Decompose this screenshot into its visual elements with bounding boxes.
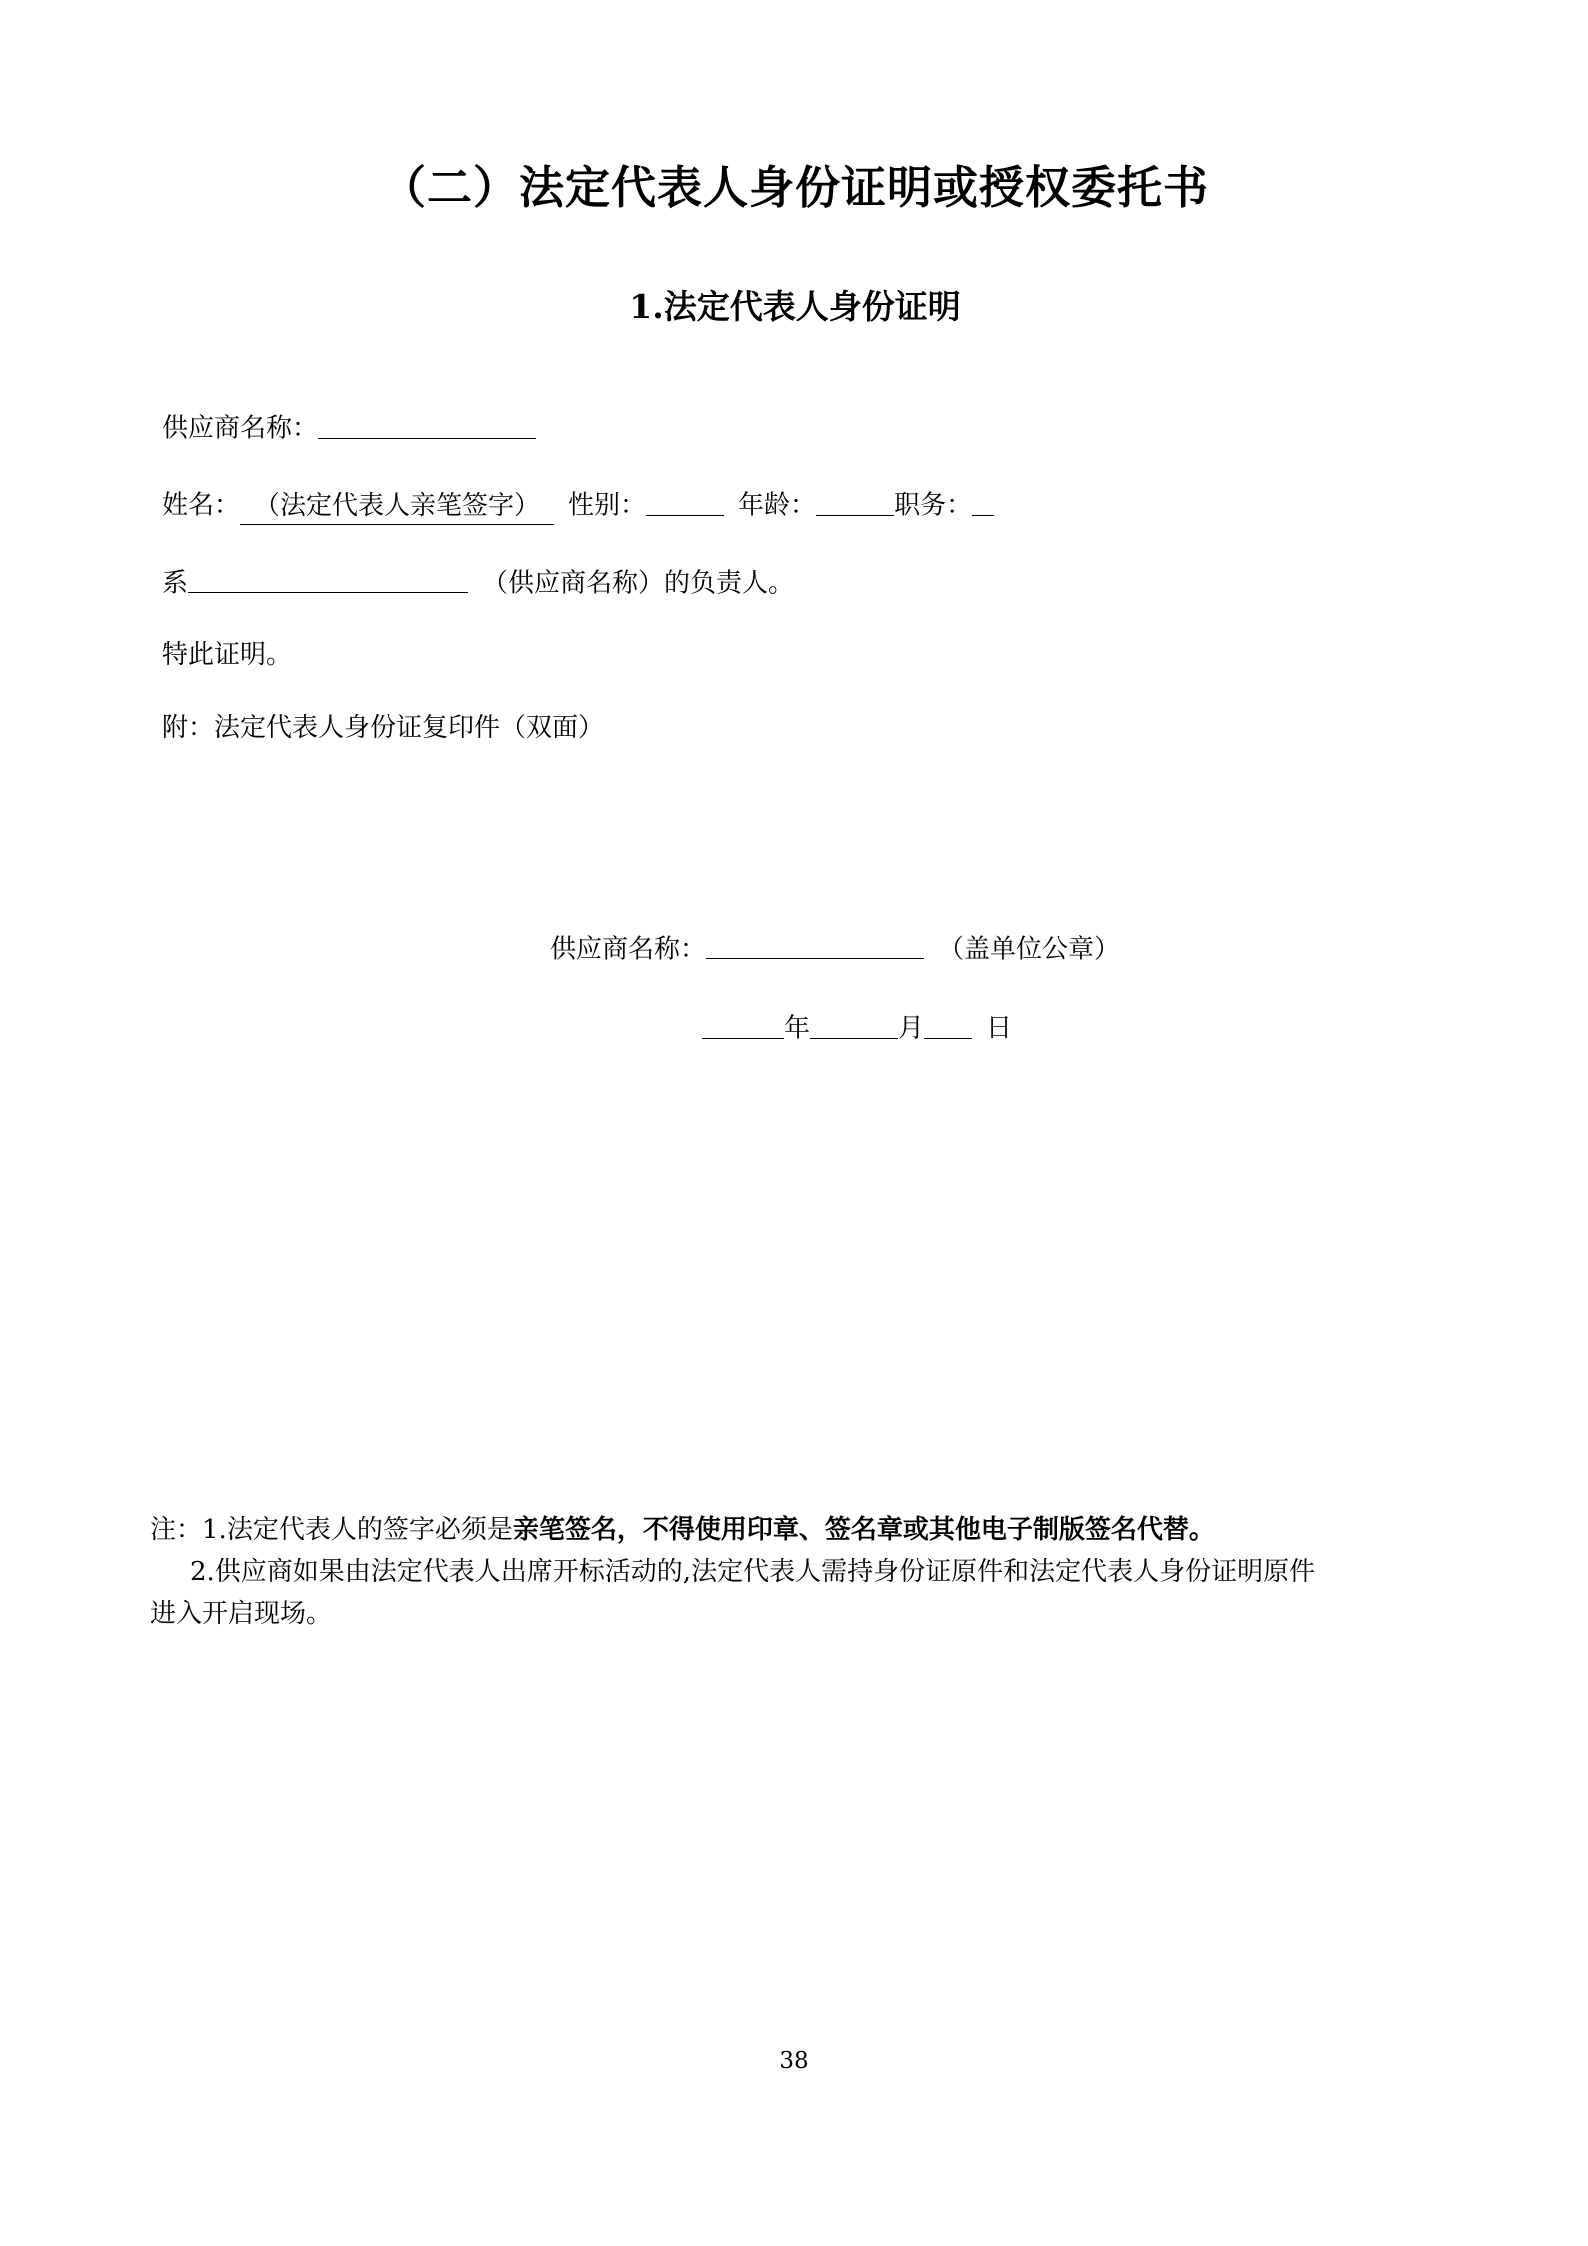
year-blank[interactable] — [702, 1007, 784, 1039]
attachment-statement: 附：法定代表人身份证复印件（双面） — [162, 712, 605, 743]
affiliation-suffix: （供应商名称）的负责人。 — [482, 568, 795, 599]
month-label: 月 — [898, 1014, 925, 1045]
signature-date-row — [550, 1007, 1440, 1047]
signature-supplier-blank[interactable] — [706, 928, 924, 960]
supplier-name-blank[interactable] — [318, 407, 536, 439]
signature-supplier-label: 供应商名称： — [550, 934, 707, 965]
note-1-bold-part: 亲笔签名，不得使用印章、签名章或其他电子制版签名代替。 — [512, 1515, 1215, 1546]
name-value-blank[interactable]: （法定代表人亲笔签字） — [240, 489, 554, 525]
note-1-normal-part: 1.法定代表人的签字必须是 — [202, 1515, 513, 1546]
certify-statement: 特此证明。 — [162, 640, 293, 671]
year-label: 年 — [784, 1014, 811, 1045]
notes-prefix: 注： — [150, 1515, 203, 1546]
signature-block — [150, 928, 1440, 1048]
supplier-name-row — [150, 407, 1440, 447]
gender-label: 性别： — [568, 490, 647, 521]
page-title: （二）法定代表人身份证明或授权委托书 — [380, 161, 1209, 214]
position-blank[interactable] — [972, 484, 994, 516]
position-label: 职务： — [894, 490, 973, 521]
page-number: 38 — [779, 2048, 809, 2074]
supplier-name-label: 供应商名称： — [162, 413, 319, 444]
gender-blank[interactable] — [646, 484, 724, 516]
affiliation-blank[interactable] — [188, 562, 468, 594]
age-label: 年龄： — [738, 490, 817, 521]
certificate-body — [150, 407, 1440, 745]
note-item-2-line-2: 进入开启现场。 — [150, 1599, 333, 1630]
day-label: 日 — [986, 1014, 1013, 1045]
person-info-row — [150, 484, 1440, 525]
name-label: 姓名： — [162, 490, 241, 521]
page-content — [150, 0, 1440, 1635]
day-blank[interactable] — [924, 1007, 972, 1039]
affiliation-row — [150, 562, 1440, 602]
age-blank[interactable] — [816, 484, 894, 516]
note-item-2-line-1: 2.供应商如果由法定代表人出席开标活动的,法定代表人需持身份证原件和法定代表人身份证明原件 — [190, 1557, 1316, 1588]
month-blank[interactable] — [810, 1007, 898, 1039]
official-seal-note: （盖单位公章） — [938, 934, 1121, 965]
signature-supplier-row — [550, 928, 1440, 968]
affiliation-label: 系 — [162, 568, 189, 599]
note-item-1 — [150, 1509, 1440, 1551]
notes-section — [150, 1509, 1440, 1635]
section-subtitle: 1.法定代表人身份证明 — [629, 287, 961, 327]
